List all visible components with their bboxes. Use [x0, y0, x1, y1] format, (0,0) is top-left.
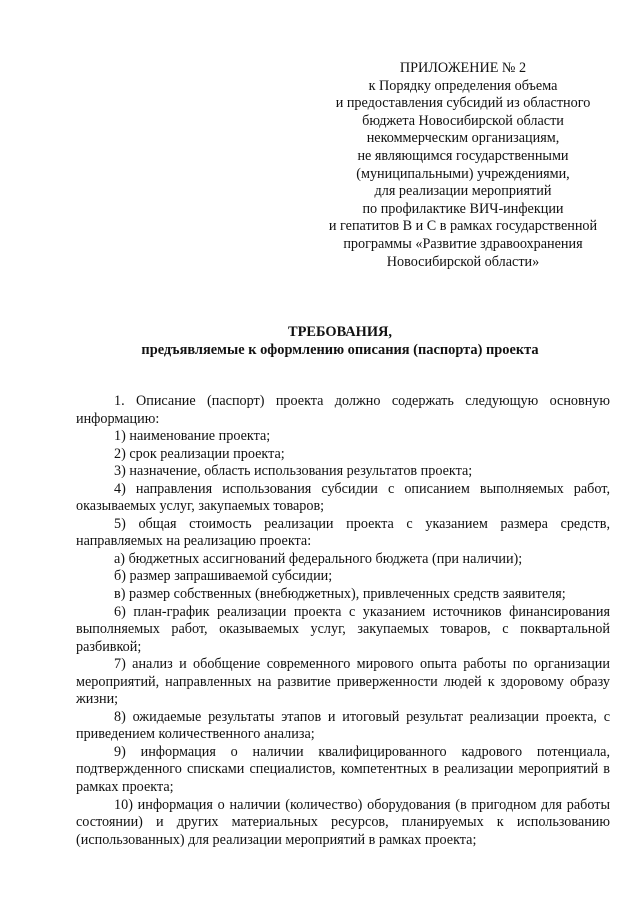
annex-header: [300, 60, 626, 271]
list-item: 1) наименование проекта;: [114, 428, 271, 445]
annex-line: и гепатитов В и С в рамках государственной: [328, 218, 598, 235]
annex-line: и предоставления субсидий из областного: [335, 95, 591, 112]
list-item: 8) ожидаемые результаты этапов и итоговый результат реализации проекта, с приведением количественного анализа;: [76, 708, 610, 743]
sub-list-item: а) бюджетных ассигнований федерального бюджета (при наличии);: [114, 550, 523, 567]
annex-line: ПРИЛОЖЕНИЕ № 2: [399, 60, 527, 76]
sub-list-item: б) размер запрашиваемой субсидии;: [114, 568, 333, 585]
document-title: ТРЕБОВАНИЯ,: [287, 324, 393, 340]
annex-line: к Порядку определения объема: [368, 77, 558, 94]
annex-line: (муниципальными) учреждениями,: [356, 165, 570, 182]
annex-line: некоммерческим организациям,: [366, 130, 560, 147]
annex-line: по профилактике ВИЧ-инфекции: [362, 200, 564, 217]
list-item: 6) план-график реализации проекта с указанием источников финансирования выполняемых работ, оказываемых услуг, закупаемых товаров, с поквартальной разбивкой;: [76, 603, 610, 655]
list-item: 4) направления использования субсидии с описанием выполняемых работ, оказываемых услуг, закупаемых товаров;: [76, 480, 610, 515]
paragraph-intro: 1. Описание (паспорт) проекта должно содержать следующую основную информацию:: [76, 393, 610, 427]
list-item: 7) анализ и обобщение современного мирового опыта работы по организации мероприятий, направленных на развитие приверженности людей к здоровому образу жизни;: [76, 656, 610, 708]
requirements-body: [76, 393, 610, 849]
annex-line: не являющимся государственными: [357, 147, 569, 164]
document-subtitle: предъявляемые к оформлению описания (паспорта) проекта: [141, 342, 539, 358]
sub-list-item: в) размер собственных (внебюджетных), привлеченных средств заявителя;: [114, 586, 566, 603]
list-item: 10) информация о наличии (количество) оборудования (в пригодном для работы состоянии) и других материальных ресурсов, планируемых к использованию (использованных) для реализации мероприятий в рамках проекта;: [76, 796, 610, 848]
annex-line: бюджета Новосибирской области: [362, 112, 564, 129]
list-item: 3) назначение, область использования результатов проекта;: [114, 463, 473, 480]
list-item: 9) информация о наличии квалифицированного кадрового потенциала, подтвержденного списками специалистов, компетентных в реализации мероприятий в рамках проекта;: [76, 743, 610, 796]
annex-line: Новосибирской области»: [386, 253, 540, 270]
annex-line: для реализации мероприятий: [374, 183, 552, 200]
list-item: 5) общая стоимость реализации проекта с указанием размера средств, направляемых на реализацию проекта:: [76, 515, 610, 550]
annex-line: программы «Развитие здравоохранения: [343, 235, 583, 252]
list-item: 2) срок реализации проекта;: [114, 445, 285, 462]
